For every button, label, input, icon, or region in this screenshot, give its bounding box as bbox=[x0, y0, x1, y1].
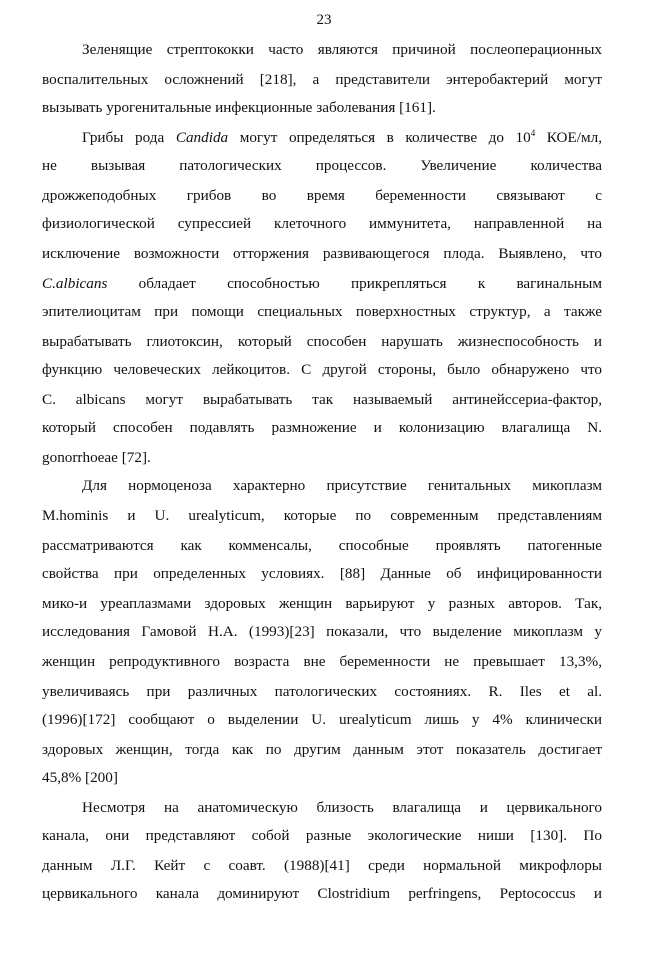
text-line: канала, они представляют собой разные экологические ниши [130]. По bbox=[42, 827, 602, 844]
text-fragment: Грибы рода bbox=[82, 129, 176, 146]
text-line bbox=[82, 128, 602, 148]
text-fragment: C.albicans bbox=[42, 275, 108, 292]
text-line: цервикального канала доминируют Clostridium perfringens, Peptococcus и bbox=[42, 885, 602, 902]
text-line: рассматриваются как комменсалы, способные проявлять патогенные bbox=[42, 537, 602, 554]
text-fragment: 4 bbox=[530, 127, 536, 138]
text-line: физиологической супрессией клеточного иммунитета, направленной на bbox=[42, 215, 602, 232]
text-line: исследования Гамовой Н.А. (1993)[23] показали, что выделение микоплазм у bbox=[42, 623, 602, 640]
text-line: мико-и уреаплазмами здоровых женщин варьируют у разных авторов. Так, bbox=[42, 595, 602, 612]
text-fragment: КОЕ/мл, bbox=[535, 129, 602, 146]
text-line: здоровых женщин, тогда как по другим данным этот показатель достигает bbox=[42, 741, 602, 758]
text-line: исключение возможности отторжения развивающегося плода. Выявлено, что bbox=[42, 245, 602, 262]
text-line: данным Л.Г. Кейт с соавт. (1988)[41] среди нормальной микрофлоры bbox=[42, 857, 602, 874]
text-line: эпителиоцитам при помощи специальных поверхностных структур, а также bbox=[42, 303, 602, 320]
text-line: вызывать урогенитальные инфекционные заболевания [161]. bbox=[42, 99, 436, 116]
text-line: свойства при определенных условиях. [88] Данные об инфицированности bbox=[42, 565, 602, 582]
text-line: воспалительных осложнений [218], а представители энтеробактерий могут bbox=[42, 71, 602, 88]
text-line: дрожжеподобных грибов во время беременности связывают с bbox=[42, 187, 602, 204]
text-line: увеличиваясь при различных патологических состояниях. R. Iles et al. bbox=[42, 683, 602, 700]
text-line: не вызывая патологических процессов. Увеличение количества bbox=[42, 157, 602, 174]
text-line: функцию человеческих лейкоцитов. С другой стороны, было обнаружено что bbox=[42, 361, 602, 378]
text-line: Несмотря на анатомическую близость влагалища и цервикального bbox=[82, 799, 602, 816]
text-line bbox=[42, 274, 602, 294]
text-fragment: могут определяться в количестве до 10 bbox=[228, 129, 531, 146]
text-line: gonorrhoeae [72]. bbox=[42, 449, 151, 466]
text-line: M.hominis и U. urealyticum, которые по современным представлениям bbox=[42, 507, 602, 524]
text-fragment: Candida bbox=[175, 129, 229, 146]
text-line: C. albicans могут вырабатывать так называемый антинейссериа-фактор, bbox=[42, 391, 602, 408]
text-line: 45,8% [200] bbox=[42, 769, 118, 786]
page-number: 23 bbox=[316, 12, 332, 28]
text-line: Для нормоценоза характерно присутствие генитальных микоплазм bbox=[82, 477, 602, 494]
text-line: который способен подавлять размножение и колонизацию влагалища N. bbox=[42, 419, 602, 436]
text-line: вырабатывать глиотоксин, который способен нарушать жизнеспособность и bbox=[42, 333, 602, 350]
text-line: Зеленящие стрептококки часто являются причиной послеоперационных bbox=[82, 41, 602, 58]
text-line: (1996)[172] сообщают о выделении U. urealyticum лишь у 4% клинически bbox=[42, 711, 602, 728]
text-line: женщин репродуктивного возраста вне беременности не превышает 13,3%, bbox=[42, 653, 602, 670]
text-fragment: обладает способностью прикрепляться к вагинальным bbox=[107, 275, 602, 292]
